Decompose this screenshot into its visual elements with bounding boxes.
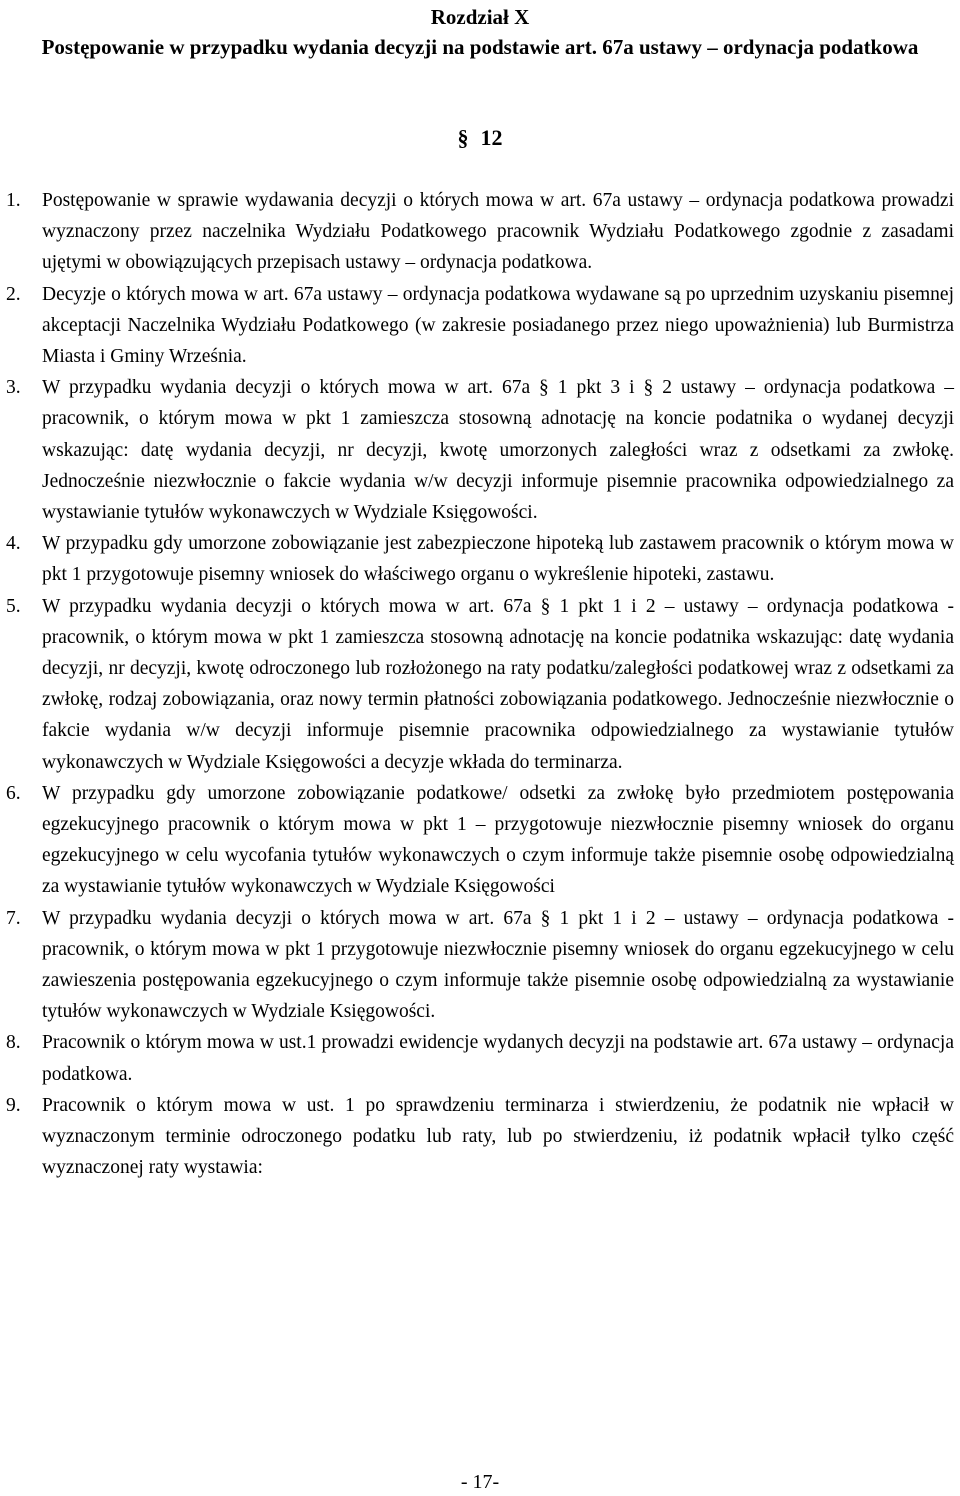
list-item — [0, 591, 960, 778]
item-number: 6. — [6, 782, 21, 804]
item-text: Decyzje o których mowa w art. 67a ustawy – ordynacja podatkowa wydawane są po uprzednim uzyskaniu pisemnej akceptacji Naczelnika Wydziału Podatkowego (w zakresie posiadanego przez niego upoważnienia) lub Burmistrza Miasta i Gminy Września. — [42, 283, 954, 368]
list-item — [0, 1090, 960, 1184]
item-text: W przypadku wydania decyzji o których mowa w art. 67a § 1 pkt 1 i 2 – ustawy – ordynacja podatkowa - pracownik, o którym mowa w pkt 1 zamieszcza stosowną adnotację na koncie podatnika wskazując: datę wydania decyzji, nr decyzji, kwotę odroczonego lub rozłożonego na raty podatku/zaległości podatkowej wraz z odsetkami za zwłokę, rodzaj zobowiązania, oraz nowy termin płatności zobowiązania podatkowego. Jednocześnie niezwłocznie o fakcie wydania w/w decyzji informuje pisemnie pracownika odpowiedzialnego za wystawianie tytułów wykonawczych w Wydziale Księgowości a decyzje wkłada do terminarza. — [42, 595, 954, 773]
provisions-list — [0, 185, 960, 1184]
list-item — [0, 778, 960, 903]
list-item — [0, 279, 960, 373]
item-number: 4. — [6, 533, 21, 555]
item-number: 5. — [6, 595, 21, 617]
list-item — [0, 528, 960, 590]
item-number: 9. — [6, 1094, 21, 1116]
item-number: 1. — [6, 190, 21, 211]
section-sign: § — [457, 125, 469, 150]
item-text: W przypadku gdy umorzone zobowiązanie jest zabezpieczone hipoteką lub zastawem pracownik o którym mowa w pkt 1 przygotowuje pisemny wniosek do właściwego organu o wykreślenie hipoteki, zastawu. — [42, 533, 954, 586]
item-text: W przypadku wydania decyzji o których mowa w art. 67a § 1 pkt 3 i § 2 ustawy – ordynacja podatkowa – pracownik, o którym mowa w pkt 1 zamieszcza stosowną adnotację na koncie podatnika o wydanej decyzji wskazując: datę wydania decyzji, nr decyzji, kwotę umorzonych zaległości wraz z odsetkami za zwłokę. Jednocześnie niezwłocznie o fakcie wydania w/w decyzji informuje pisemnie pracownika odpowiedzialnego za wystawianie tytułów wykonawczych w Wydziale Księgowości. — [42, 377, 954, 524]
item-number: 2. — [6, 283, 21, 305]
item-text: W przypadku wydania decyzji o których mowa w art. 67a § 1 pkt 1 i 2 – ustawy – ordynacja podatkowa - pracownik, o którym mowa w pkt 1 przygotowuje niezwłocznie pisemny wniosek do organu egzekucyjnego w celu zawieszenia postępowania egzekucyjnego o czym informuje także pisemnie osobę odpowiedzialną za wystawianie tytułów wykonawczych w Wydziale Księgowości. — [42, 907, 954, 1023]
item-text: Postępowanie w sprawie wydawania decyzji o których mowa w art. 67a ustawy – ordynacja podatkowa prowadzi wyznaczony przez naczelnika Wydziału Podatkowego pracownik Wydziału Podatkowego zgodnie z zasadami ujętymi w obowiązujących przepisach ustawy – ordynacja podatkowa. — [42, 190, 954, 274]
list-item — [0, 185, 960, 279]
chapter-heading: Rozdział X — [430, 5, 530, 29]
page-number: - 17- — [460, 1471, 500, 1493]
list-item — [0, 1027, 960, 1089]
item-text: W przypadku gdy umorzone zobowiązanie podatkowe/ odsetki za zwłokę było przedmiotem postępowania egzekucyjnego pracownik o którym mowa w pkt 1 – przygotowuje niezwłocznie pisemny wniosek do organu egzekucyjnego w celu wycofania tytułów wykonawczych o czym informuje także pisemnie osobę odpowiedzialną za wystawianie tytułów wykonawczych w Wydziale Księgowości — [42, 782, 954, 898]
item-text: Pracownik o którym mowa w ust. 1 po sprawdzeniu terminarza i stwierdzeniu, że podatnik nie wpłacił w wyznaczonym terminie odroczonego podatku lub raty, lub po stwierdzeniu, iż podatnik wpłacił tylko część wyznaczonej raty wystawia: — [42, 1094, 954, 1179]
chapter-title: Postępowanie w przypadku wydania decyzji na podstawie art. 67a ustawy – ordynacja podatkowa — [41, 35, 919, 59]
item-number: 8. — [6, 1032, 21, 1054]
item-text: Pracownik o którym mowa w ust.1 prowadzi ewidencje wydanych decyzji na podstawie art. 67a ustawy – ordynacja podatkowa. — [42, 1032, 954, 1085]
list-item — [0, 903, 960, 1028]
section-heading — [0, 123, 960, 153]
item-number: 3. — [6, 377, 21, 399]
list-item — [0, 372, 960, 528]
section-number: 12 — [480, 125, 503, 150]
item-number: 7. — [6, 907, 21, 929]
